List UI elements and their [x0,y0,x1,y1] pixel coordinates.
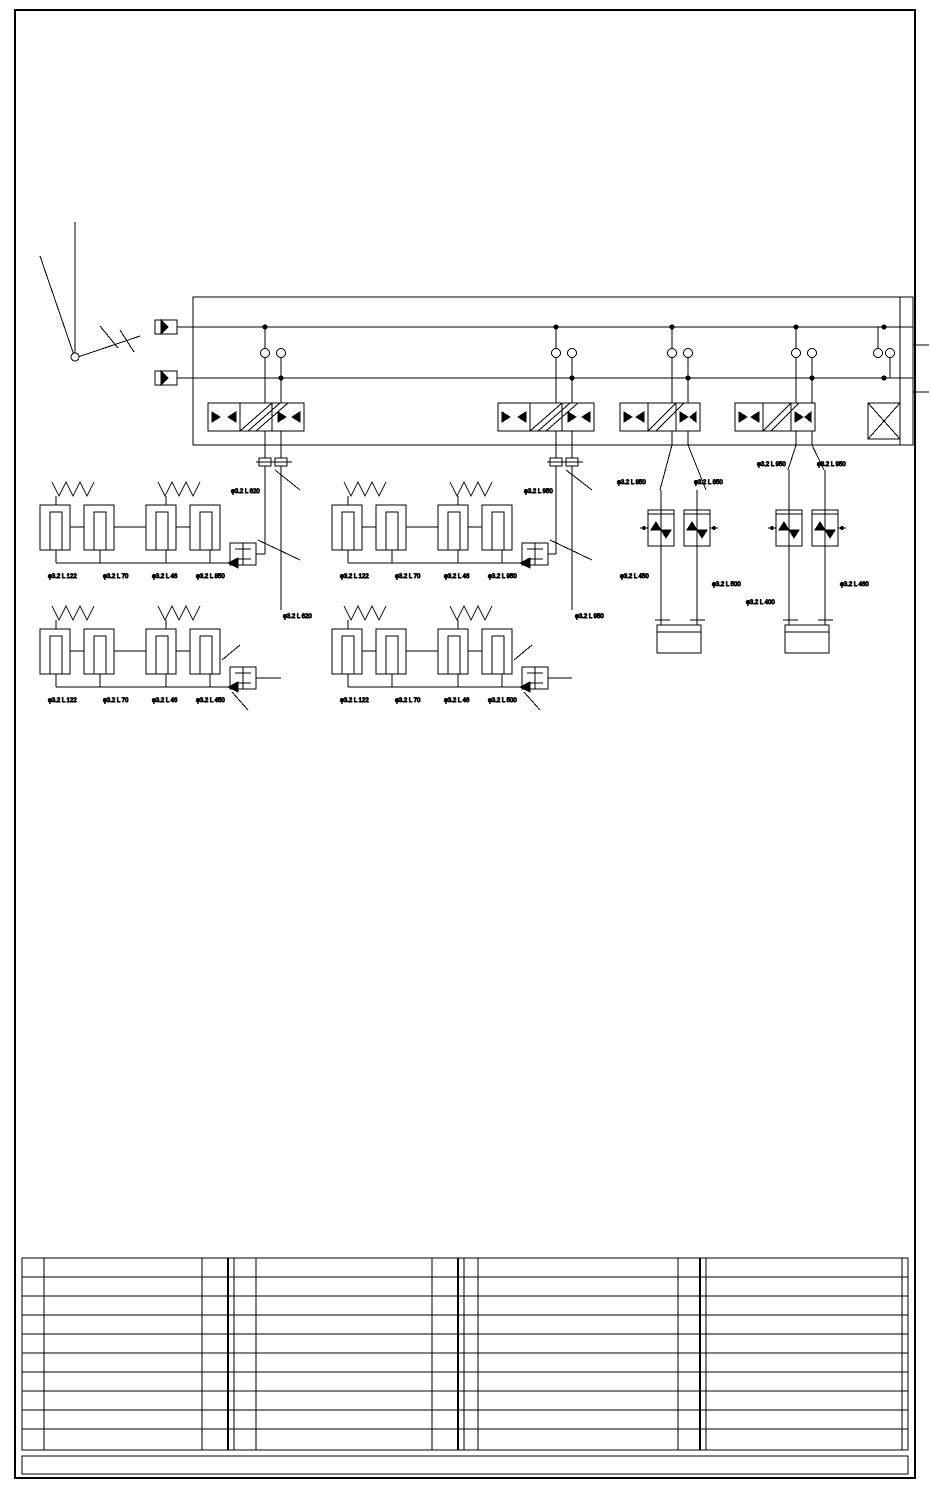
section-leader-symbol [40,222,140,361]
label-a-bot-2: φ3.2 L 70 [103,698,129,704]
air-source-lower [155,371,193,385]
label-a-top-2: φ3.2 L 70 [103,574,129,580]
label-cyl2-top-2: φ3.2 L 950 [817,462,846,468]
label-cyl1-top-2: φ3.2 L 850 [694,480,723,486]
label-cyl2-bot-2: φ3.2 L 460 [840,582,869,588]
parts-table [22,1258,908,1450]
cylinder-group-2 [768,445,846,653]
label-cyl1-top-1: φ3.2 L 850 [617,480,646,486]
valve-4[interactable] [735,403,815,445]
valve-3[interactable] [620,403,700,445]
label-b-top-4: φ3.2 L 950 [488,574,517,580]
actuator-group-b-bottom [332,606,572,710]
label-cyl2-top-1: φ3.2 L 950 [757,462,786,468]
label-a-top-tube: φ3.2 L 620 [231,489,260,495]
manifold-enclosure [193,297,913,445]
label-b-top-3: φ3.2 L 46 [444,574,470,580]
label-cyl1-bot-2: φ3.2 L 500 [712,582,741,588]
label-b-bot-2: φ3.2 L 70 [395,698,421,704]
label-b-bot-tube: φ3.2 L 950 [575,614,604,620]
valve-1[interactable] [208,403,304,462]
actuator-group-b-top [332,458,592,610]
label-a-top-3: φ3.2 L 46 [152,574,178,580]
label-a-top-1: φ3.2 L 122 [48,574,77,580]
actuator-group-a-top [40,458,300,610]
label-b-bot-4: φ3.2 L 500 [488,698,517,704]
label-a-bot-tube: φ3.2 L 620 [283,614,312,620]
label-b-top-tube: φ3.2 L 950 [524,489,553,495]
blanking-plate [868,403,900,439]
valve-2[interactable] [498,403,594,462]
actuator-group-a-bottom [40,606,281,710]
label-a-bot-4: φ3.2 L 450 [196,698,225,704]
label-cyl2-bot-1: φ3.2 L 400 [746,600,775,606]
label-b-bot-3: φ3.2 L 46 [444,698,470,704]
cylinder-group-1 [640,445,718,653]
label-a-bot-1: φ3.2 L 122 [48,698,77,704]
label-b-top-2: φ3.2 L 70 [395,574,421,580]
label-cyl1-bot-1: φ3.2 L 450 [620,574,649,580]
label-a-top-4: φ3.2 L 850 [196,574,225,580]
label-b-top-1: φ3.2 L 122 [340,574,369,580]
label-a-bot-3: φ3.2 L 46 [152,698,178,704]
manifold-ports [261,327,895,403]
air-source-upper [155,320,193,334]
label-b-bot-1: φ3.2 L 122 [340,698,369,704]
footer-bar [22,1456,908,1474]
